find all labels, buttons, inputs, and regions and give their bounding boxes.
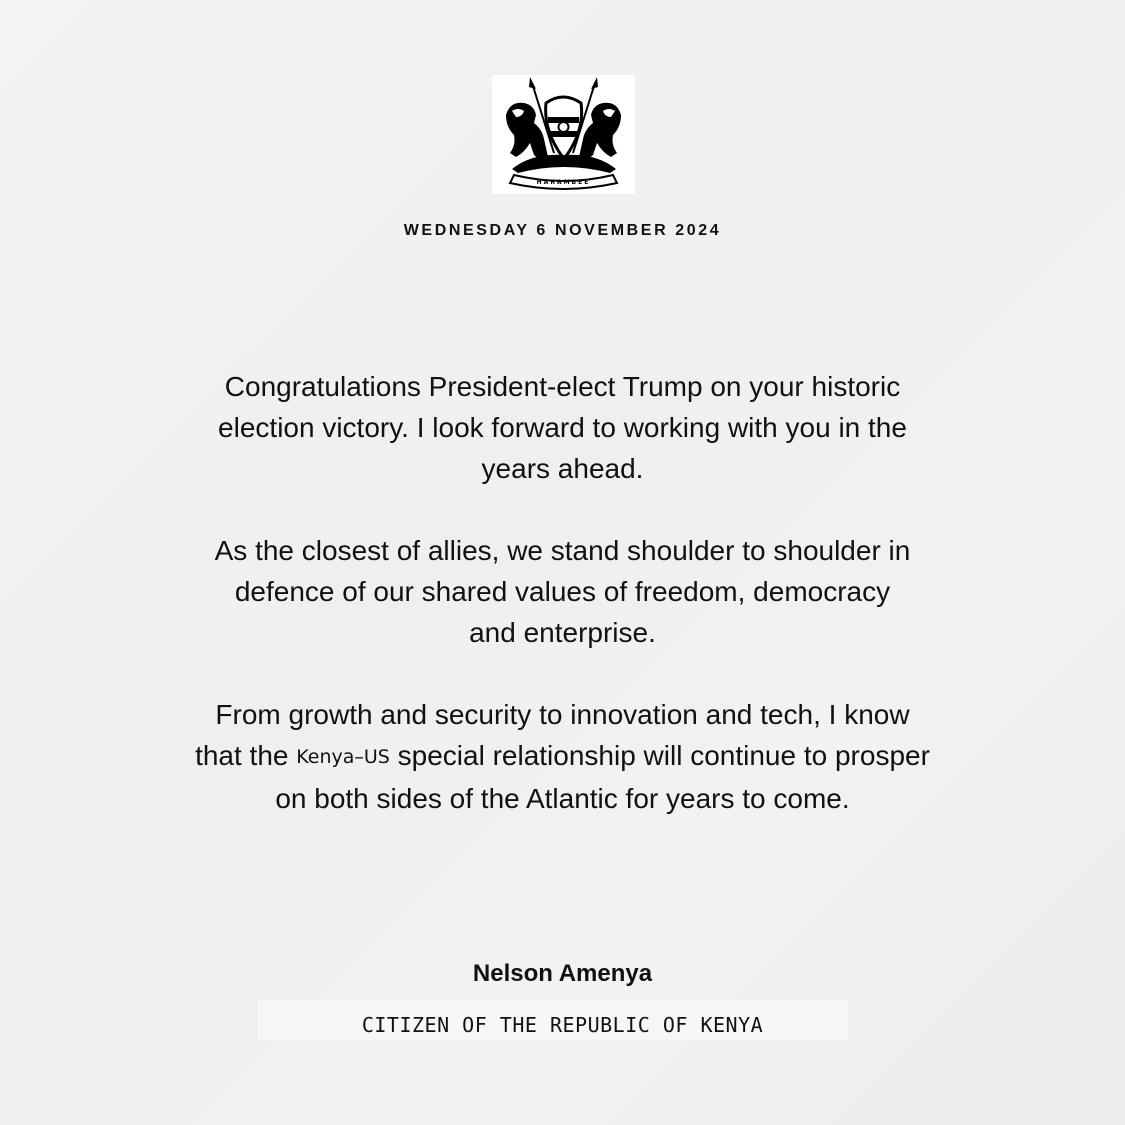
inserted-country-text: Kenya–US — [296, 746, 390, 768]
paragraph-line: defence of our shared values of freedom, democracy — [234, 576, 891, 607]
paragraph-line: As the closest of allies, we stand shoulder to shoulder in — [214, 535, 911, 566]
paragraph-line: From growth and security to innovation and tech, I know — [215, 699, 910, 730]
paragraph-line: years ahead. — [481, 453, 644, 484]
line-text: that the — [195, 740, 297, 771]
signatory-name: Nelson Amenya — [472, 960, 653, 987]
statement-date: WEDNESDAY 6 NOVEMBER 2024 — [403, 222, 722, 239]
signatory-title: CITIZEN OF THE REPUBLIC OF KENYA — [361, 1013, 764, 1037]
kenya-coat-of-arms-icon — [492, 75, 635, 194]
line-text: special relationship will continue to prosper — [389, 740, 930, 771]
paragraph-3 — [0, 694, 1125, 819]
paragraph-line: election victory. I look forward to working with you in the — [218, 412, 907, 443]
paragraph-1 — [0, 366, 1125, 489]
paragraph-line: Congratulations President-elect Trump on your historic — [224, 371, 901, 402]
crest-motto: HARAMBEE — [536, 179, 591, 186]
paragraph-line — [0, 735, 1125, 778]
paragraph-2 — [0, 530, 1125, 653]
paragraph-line: and enterprise. — [469, 617, 656, 648]
paragraph-line: on both sides of the Atlantic for years to come. — [275, 783, 850, 814]
crest-container — [492, 75, 635, 194]
